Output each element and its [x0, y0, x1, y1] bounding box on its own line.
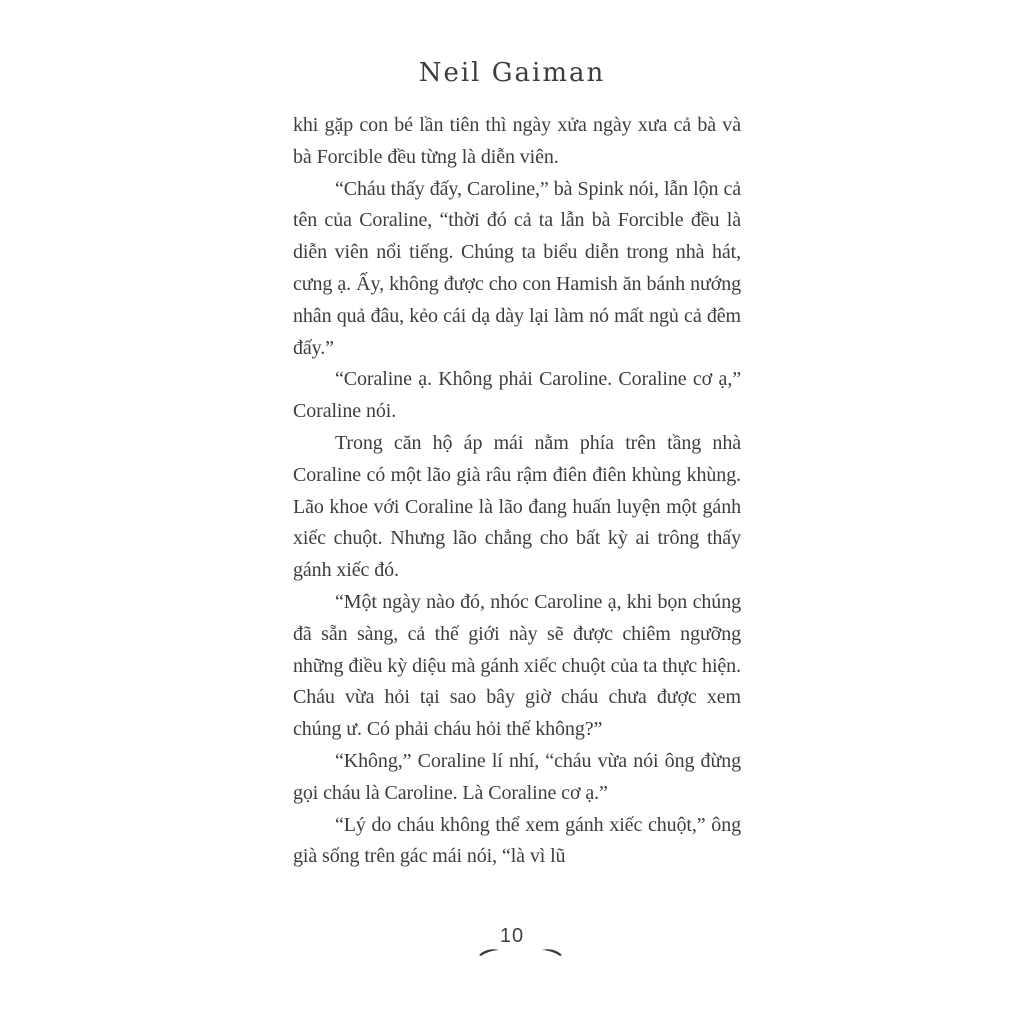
paragraph: khi gặp con bé lần tiên thì ngày xửa ngày xưa cả bà và bà Forcible đều từng là diễn viên.	[293, 114, 741, 168]
paragraph: “Không,” Coraline lí nhí, “cháu vừa nói ông đừng gọi cháu là Caroline. Là Coraline cơ ạ.”	[293, 749, 741, 804]
paragraph: “Lý do cháu không thể xem gánh xiếc chuột,” ông già sống trên gác mái nói, “là vì lũ	[293, 813, 741, 868]
flourish-right-icon	[541, 947, 563, 957]
running-head: Neil Gaiman	[418, 58, 606, 88]
body-text	[293, 110, 741, 873]
paragraph: “Coraline ạ. Không phải Caroline. Coraline cơ ạ,” Coraline nói.	[293, 368, 741, 423]
flourish-left-icon	[478, 947, 500, 957]
paragraph: “Một ngày nào đó, nhóc Caroline ạ, khi bọn chúng đã sẵn sàng, cả thế giới này sẽ được chiêm ngưỡng những điều kỳ diệu mà gánh xiếc chuột của ta thực hiện. Cháu vừa hỏi tại sao bây giờ cháu chưa được xem chúng ư. Có phải cháu hỏi thế không?”	[293, 590, 741, 741]
page-number: 10	[499, 925, 525, 947]
paragraph: “Cháu thấy đấy, Caroline,” bà Spink nói, lẫn lộn cả tên của Coraline, “thời đó cả ta lẫn bà Forcible đều là diễn viên nổi tiếng. Chúng ta biểu diễn trong nhà hát, cưng ạ. Ấy, không được cho con Hamish ăn bánh nướng nhân quả đâu, kẻo cái dạ dày lại làm nó mất ngủ cả đêm đấy.”	[293, 177, 741, 359]
paragraph: Trong căn hộ áp mái nằm phía trên tầng nhà Coraline có một lão già râu rậm điên điên khùng khùng. Lão khoe với Coraline là lão đang huấn luyện một gánh xiếc chuột. Nhưng lão chẳng cho bất kỳ ai trông thấy gánh xiếc đó.	[293, 431, 741, 582]
